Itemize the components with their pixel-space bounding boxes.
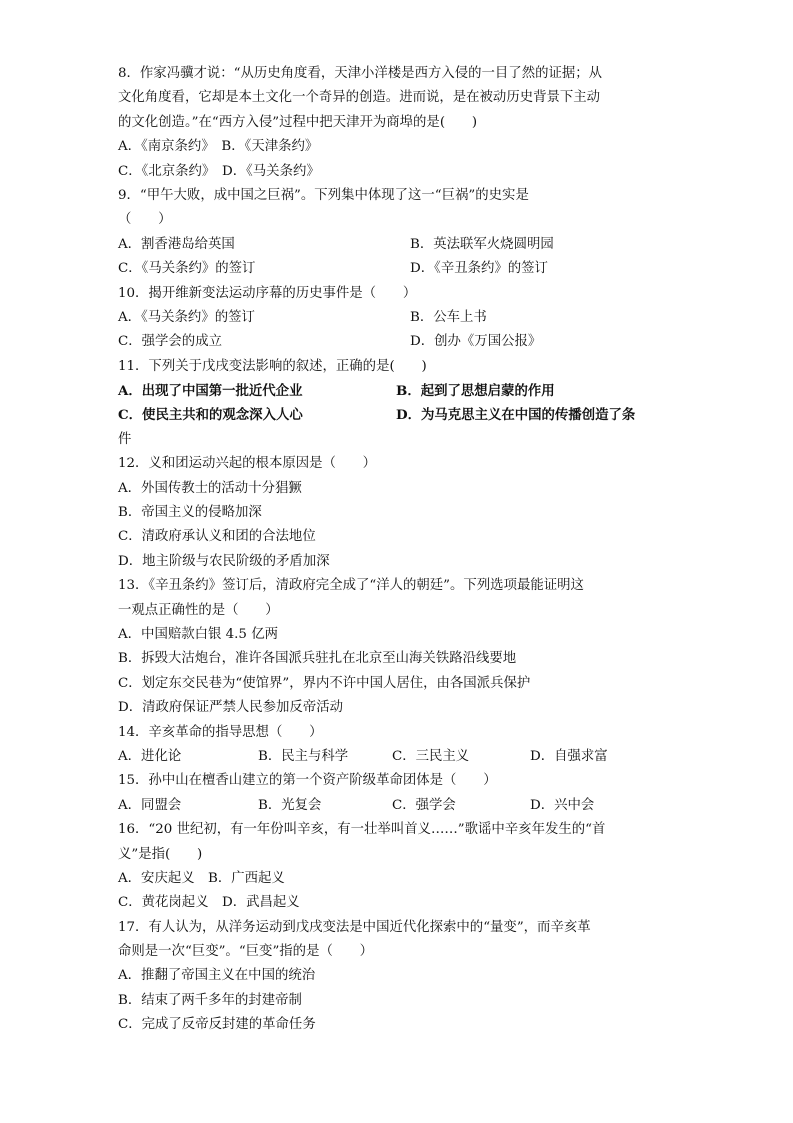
question-11-options-row-1: [118, 379, 678, 403]
question-14: [118, 721, 678, 770]
question-12-option-d: D．地主阶级与农民阶级的矛盾加深: [118, 553, 330, 569]
question-13-stem-line-1: 13．《辛丑条约》签订后，清政府完全成了“洋人的朝廷”。下列选项最能证明这: [118, 578, 584, 594]
question-10-option-d: D．创办《万国公报》: [410, 334, 542, 350]
question-9-option-b: B．英法联军火烧圆明园: [410, 236, 554, 252]
question-15-option-b: B．光复会: [258, 797, 322, 813]
question-14-stem: 14．辛亥革命的指导思想（ ）: [118, 724, 323, 740]
question-15-option-c: C．强学会: [392, 797, 456, 813]
question-16-stem-line-2: 义”是指( ): [118, 846, 203, 862]
question-10: [118, 282, 678, 355]
question-14-option-c: C．三民主义: [392, 748, 470, 764]
question-15: [118, 769, 678, 818]
question-14-option-d: D．自强求富: [530, 748, 608, 764]
question-11-option-c: C．使民主共和的观念深入人心: [118, 407, 303, 424]
question-8-stem-line-1: 8．作家冯骥才说：“从历史角度看，天津小洋楼是西方入侵的一目了然的证据；从: [118, 66, 603, 81]
question-12-stem: 12．义和团运动兴起的根本原因是（ ）: [118, 456, 377, 472]
question-10-option-c: C．强学会的成立: [118, 334, 222, 350]
question-17-stem-line-1: 17．有人认为，从洋务运动到戊戌变法是中国近代化探索中的“量变”，而辛亥革: [118, 919, 591, 935]
question-13-option-c: C．划定东交民巷为“使馆界”，界内不许中国人居住，由各国派兵保护: [118, 675, 531, 691]
exam-page: [118, 62, 678, 1038]
question-11-option-a: A．出现了中国第一批近代企业: [118, 383, 303, 400]
question-8-options-line-2: C．《北京条约》 D．《马关条约》: [118, 163, 320, 179]
question-9: [118, 184, 678, 282]
question-11-stem: 11．下列关于戊戌变法影响的叙述，正确的是( ): [118, 358, 427, 374]
question-16-options-line-1: A．安庆起义 B．广西起义: [118, 870, 285, 886]
question-11: [118, 355, 678, 453]
question-13-option-a: A．中国赔款白银 4.5 亿两: [118, 626, 278, 642]
question-11-option-d-continuation: 件: [118, 431, 132, 447]
question-15-stem: 15．孙中山在檀香山建立的第一个资产阶级革命团体是（ ）: [118, 773, 497, 789]
question-17-stem-line-2: 命则是一次“巨变”。“巨变”指的是（ ）: [118, 944, 374, 960]
question-9-stem-line-1: 9．“甲午大败，成中国之巨祸”。下列集中体现了这一“巨祸”的史实是: [118, 187, 529, 203]
question-12-option-c: C．清政府承认义和团的合法地位: [118, 529, 316, 545]
question-13-stem-line-2: 一观点正确性的是（ ）: [118, 602, 279, 618]
question-9-option-d: D．《辛丑条约》的签订: [410, 261, 548, 277]
question-10-option-a: A．《马关条约》的签订: [118, 309, 255, 325]
question-15-option-d: D．兴中会: [530, 797, 595, 813]
question-10-option-b: B．公车上书: [410, 309, 487, 325]
question-15-options-row: [118, 794, 678, 818]
question-16: [118, 818, 678, 916]
question-16-stem-line-1: 16．“20 世纪初，有一年份叫辛亥，有一壮举叫首义……”歌谣中辛亥年发生的“首: [118, 822, 606, 838]
question-8-options-line-1: A．《南京条约》 B．《天津条约》: [118, 139, 319, 155]
question-17-option-b: B．结束了两千多年的封建帝制: [118, 992, 302, 1008]
question-10-options-row-1: [118, 306, 678, 330]
question-11-options-row-2: [118, 403, 678, 427]
question-8-stem-line-2: 文化角度看，它却是本土文化一个奇异的创造。进而说，是在被动历史背景下主动: [118, 90, 601, 106]
question-9-stem-line-2: （ ）: [118, 212, 172, 228]
question-17: [118, 916, 678, 1038]
question-10-options-row-2: [118, 330, 678, 354]
question-14-options-row: [118, 745, 678, 769]
question-11-option-d: D．为马克思主义在中国的传播创造了条: [396, 407, 636, 424]
question-9-option-c: C．《马关条约》的签订: [118, 261, 256, 277]
question-15-option-a: A．同盟会: [118, 797, 182, 813]
question-9-option-a: A．割香港岛给英国: [118, 236, 235, 252]
question-11-option-b: B．起到了思想启蒙的作用: [396, 383, 555, 400]
question-16-options-line-2: C．黄花岗起义 D．武昌起义: [118, 895, 300, 911]
question-13-option-d: D．清政府保证严禁人民参加反帝活动: [118, 700, 343, 716]
question-17-option-a: A．推翻了帝国主义在中国的统治: [118, 968, 316, 984]
question-8-stem-line-3: 的文化创造。”在“西方入侵”过程中把天津开为商埠的是( ): [118, 114, 478, 130]
question-13: [118, 574, 678, 720]
question-14-option-a: A．进化论: [118, 748, 182, 764]
question-17-option-c: C．完成了反帝反封建的革命任务: [118, 1017, 316, 1033]
question-14-option-b: B．民主与科学: [258, 748, 349, 764]
question-10-stem: 10．揭开维新变法运动序幕的历史事件是（ ）: [118, 285, 417, 301]
question-9-options-row-2: [118, 257, 678, 281]
question-12-option-a: A．外国传教士的活动十分猖獗: [118, 480, 302, 496]
question-12-option-b: B．帝国主义的侵略加深: [118, 505, 262, 521]
question-13-option-b: B．拆毁大沽炮台，准许各国派兵驻扎在北京至山海关铁路沿线要地: [118, 651, 517, 667]
question-8: [118, 62, 678, 184]
question-9-options-row-1: [118, 233, 678, 257]
question-12: [118, 452, 678, 574]
